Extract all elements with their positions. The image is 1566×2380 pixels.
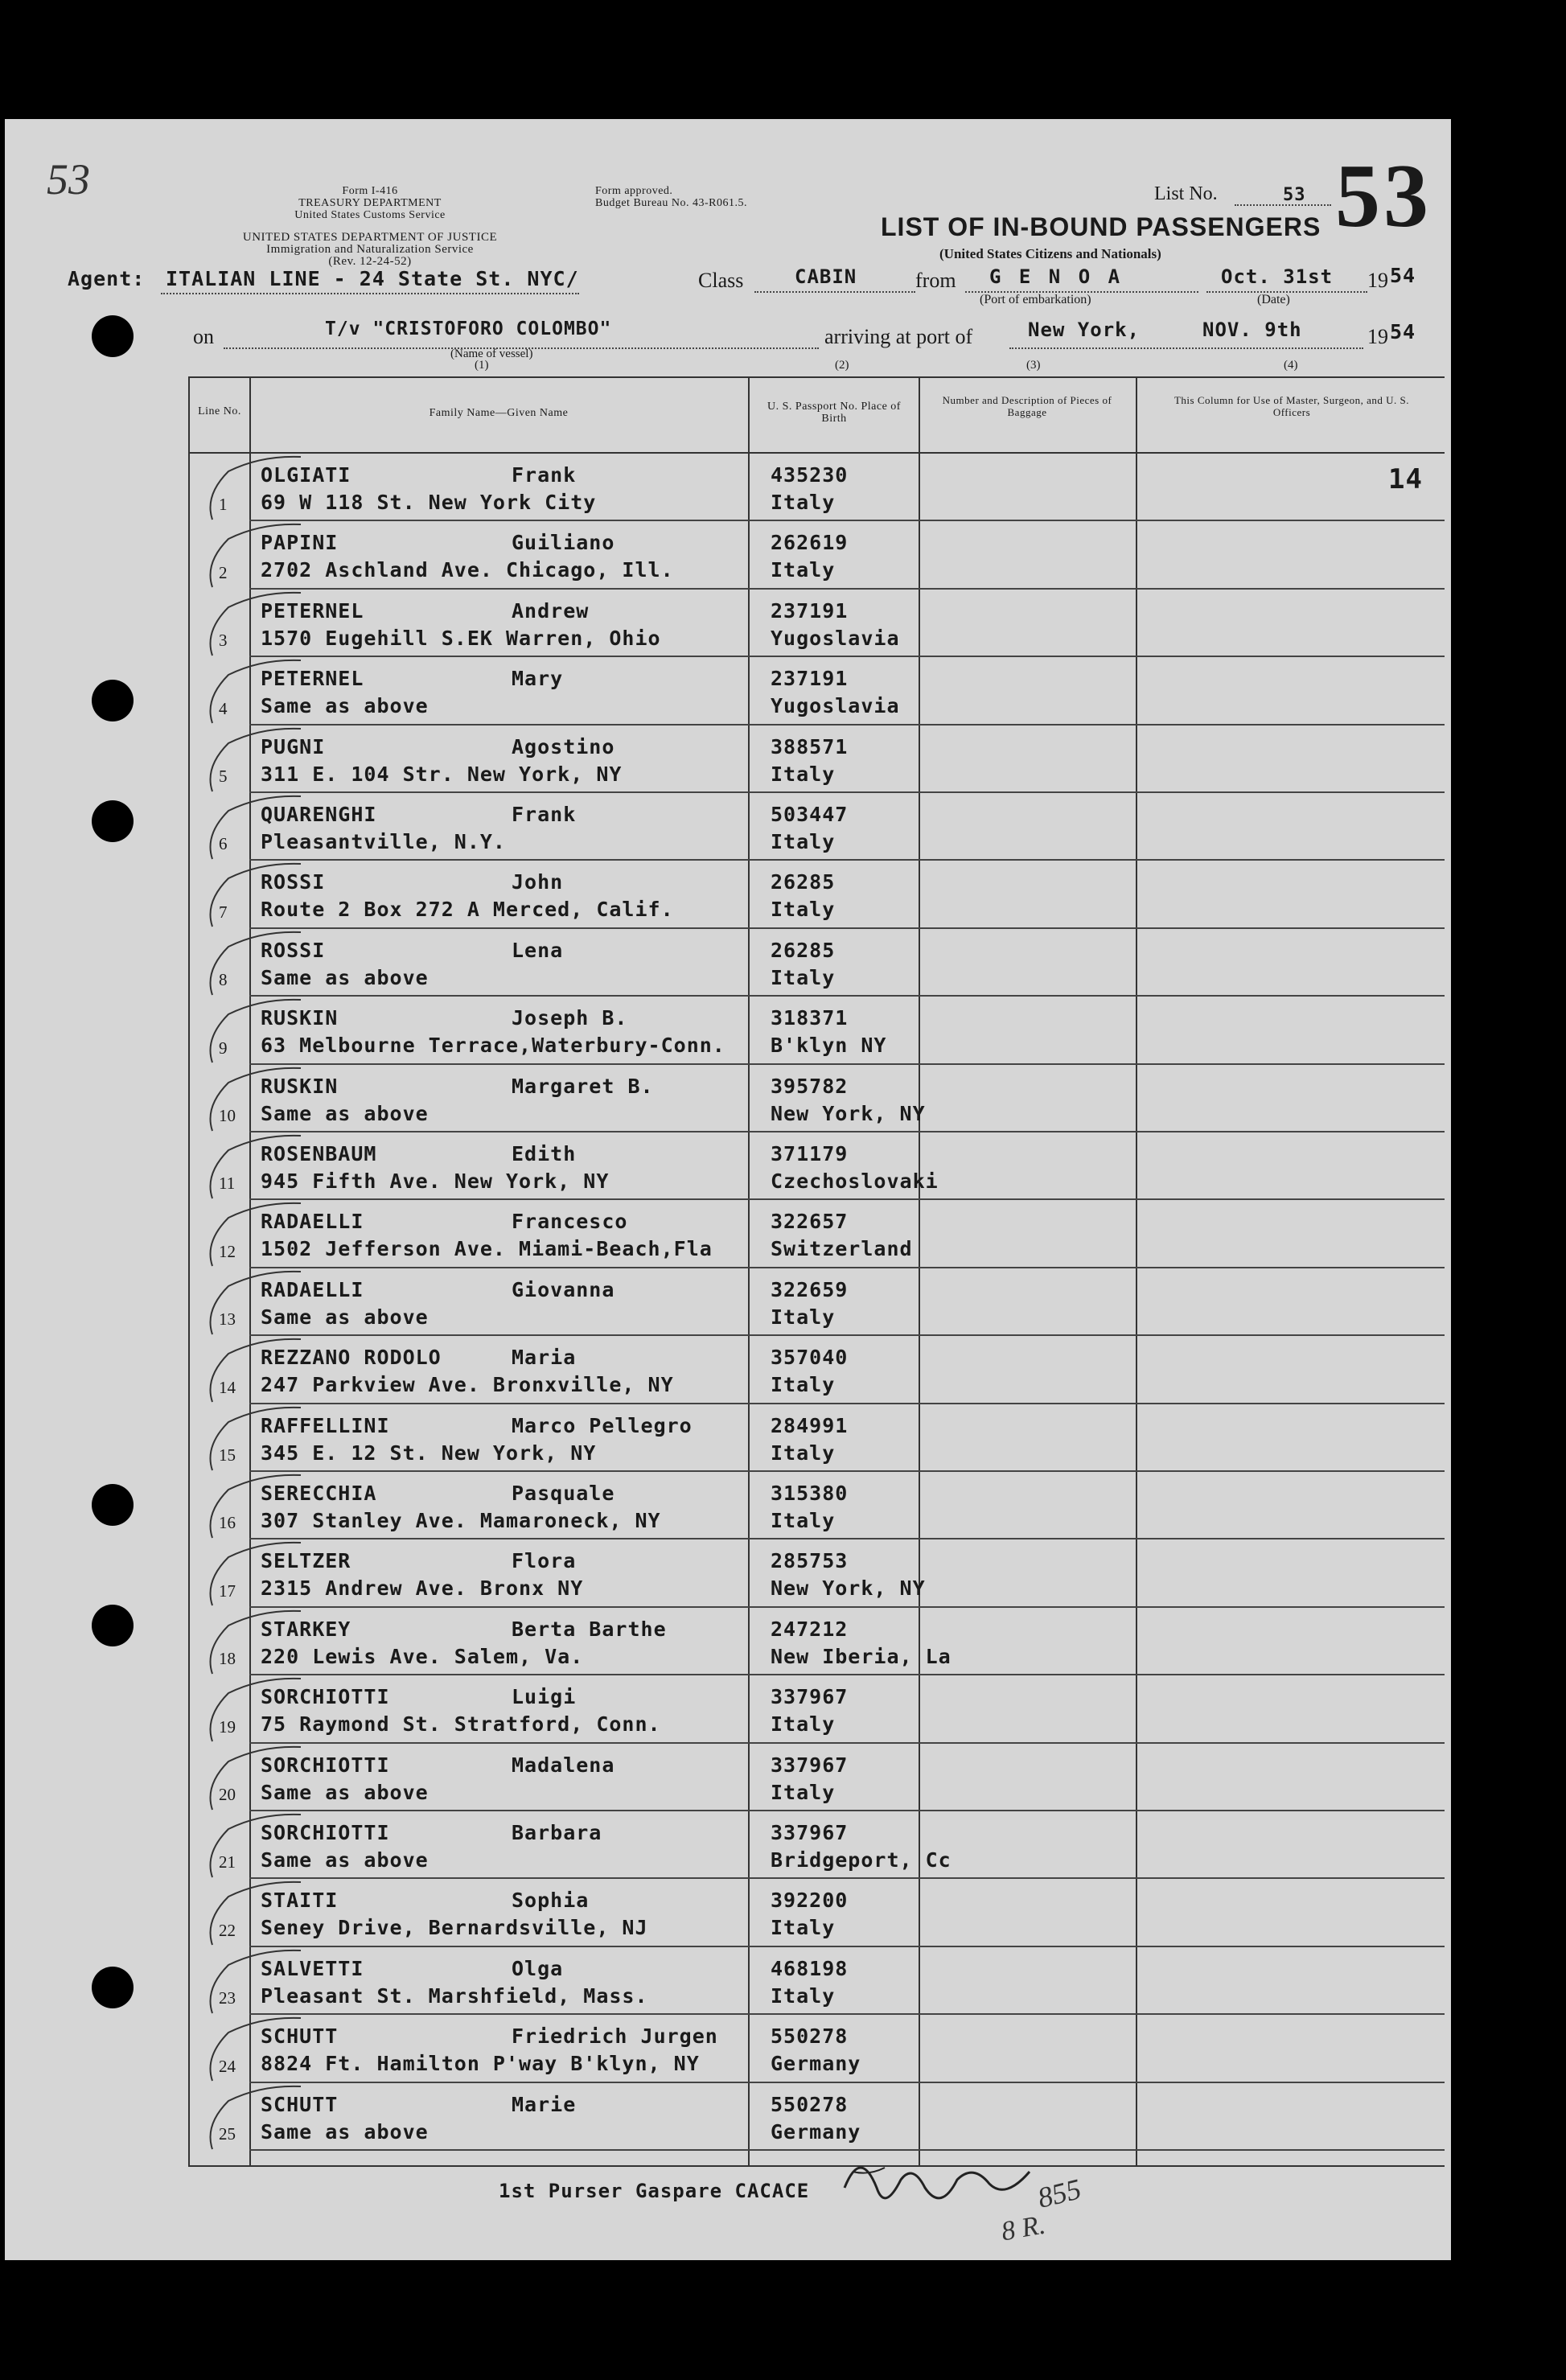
line-number: 12 bbox=[219, 1241, 236, 1261]
passport-number: 315380 bbox=[771, 1482, 849, 1505]
passport-number: 285753 bbox=[771, 1549, 849, 1573]
address: Same as above bbox=[261, 1305, 429, 1329]
passport-number: 284991 bbox=[771, 1413, 849, 1437]
punch-hole bbox=[92, 1484, 134, 1526]
passport-number: 392200 bbox=[771, 1889, 849, 1913]
line-number: 17 bbox=[219, 1581, 236, 1601]
line-number: 6 bbox=[219, 834, 228, 854]
family-name: SORCHIOTTI bbox=[261, 1821, 390, 1844]
table-row bbox=[190, 1404, 1445, 1472]
table-row bbox=[190, 2083, 1445, 2151]
justice-dept: UNITED STATES DEPARTMENT OF JUSTICE bbox=[242, 231, 498, 244]
address: 1570 Eugehill S.EK Warren, Ohio bbox=[261, 626, 661, 650]
line-number: 8 bbox=[219, 970, 228, 990]
corner-handwritten-mark: 53 bbox=[47, 155, 90, 203]
table-row bbox=[190, 1065, 1445, 1132]
table-row bbox=[190, 1744, 1445, 1811]
family-name: REZZANO RODOLO bbox=[261, 1346, 442, 1370]
family-name: PUGNI bbox=[261, 734, 326, 758]
passport-number: 262619 bbox=[771, 531, 849, 555]
address: Same as above bbox=[261, 694, 429, 718]
given-name: Barbara bbox=[512, 1821, 602, 1844]
table-row bbox=[190, 726, 1445, 793]
customs-service: United States Customs Service bbox=[294, 209, 446, 221]
line-number: 23 bbox=[219, 1988, 236, 2008]
given-name: Francesco bbox=[512, 1210, 628, 1234]
address: 311 E. 104 Str. New York, NY bbox=[261, 762, 623, 786]
table-row bbox=[190, 657, 1445, 725]
address: 2315 Andrew Ave. Bronx NY bbox=[261, 1576, 584, 1601]
place-of-birth: Italy bbox=[771, 965, 836, 989]
class-value: CABIN bbox=[795, 265, 857, 288]
address: Same as above bbox=[261, 1101, 429, 1125]
revision: (Rev. 12-24-52) bbox=[328, 255, 412, 268]
check-mark bbox=[180, 2069, 341, 2157]
given-name: Luigi bbox=[512, 1685, 577, 1709]
place-of-birth: Yugoslavia bbox=[771, 626, 900, 650]
passport-number: 337967 bbox=[771, 1753, 849, 1777]
treasury-dept: TREASURY DEPARTMENT bbox=[298, 197, 442, 209]
line-number: 4 bbox=[219, 698, 228, 718]
col-num-4: (4) bbox=[1284, 359, 1298, 372]
address: 220 Lewis Ave. Salem, Va. bbox=[261, 1644, 584, 1668]
address: Same as above bbox=[261, 1848, 429, 1872]
on-label: on bbox=[193, 325, 214, 348]
given-name: Marco Pellegro bbox=[512, 1413, 693, 1437]
table-row bbox=[190, 997, 1445, 1064]
justice-block bbox=[181, 232, 559, 268]
family-name: PETERNEL bbox=[261, 598, 364, 623]
table-row bbox=[190, 1472, 1445, 1539]
line-number: 21 bbox=[219, 1852, 236, 1872]
place-of-birth: Italy bbox=[771, 1509, 836, 1532]
given-name: Friedrich Jurgen bbox=[512, 2024, 718, 2049]
col-num-3: (3) bbox=[1026, 359, 1041, 372]
line-number: 18 bbox=[219, 1649, 236, 1669]
header-passport: U. S. Passport No. Place of Birth bbox=[767, 401, 901, 425]
family-name: PAPINI bbox=[261, 531, 339, 555]
table-row bbox=[190, 1811, 1445, 1879]
given-name: Giovanna bbox=[512, 1277, 615, 1301]
vessel-note: (Name of vessel) bbox=[450, 347, 533, 360]
passport-number: 337967 bbox=[771, 1685, 849, 1709]
address: Pleasant St. Marshfield, Mass. bbox=[261, 1983, 648, 2008]
port-note: (Port of embarkation) bbox=[980, 293, 1091, 306]
place-of-birth: Italy bbox=[771, 558, 836, 582]
address: Same as above bbox=[261, 1780, 429, 1804]
table-row bbox=[190, 929, 1445, 997]
header-line-no: Line No. bbox=[198, 405, 241, 417]
family-name: ROSSI bbox=[261, 870, 326, 894]
place-of-birth: Italy bbox=[771, 830, 836, 853]
address: 307 Stanley Ave. Mamaroneck, NY bbox=[261, 1509, 661, 1532]
budget-bureau: Budget Bureau No. 43-R061.5. bbox=[595, 197, 747, 209]
passport-number: 322657 bbox=[771, 1210, 849, 1234]
family-name: SALVETTI bbox=[261, 1956, 364, 1980]
family-name: QUARENGHI bbox=[261, 803, 377, 826]
table-row bbox=[190, 1608, 1445, 1675]
address: Same as above bbox=[261, 965, 429, 989]
table-row bbox=[190, 793, 1445, 861]
punch-hole bbox=[92, 315, 134, 357]
passport-number: 468198 bbox=[771, 1956, 849, 1980]
col-num-1: (1) bbox=[475, 359, 489, 372]
list-no-value: 53 bbox=[1283, 185, 1306, 205]
place-of-birth: Italy bbox=[771, 1441, 836, 1465]
passport-number: 322659 bbox=[771, 1277, 849, 1301]
form-number: Form I-416 bbox=[342, 185, 398, 197]
place-of-birth: Bridgeport, Cc bbox=[771, 1848, 952, 1872]
place-of-birth: New York, NY bbox=[771, 1101, 926, 1125]
passport-number: 337967 bbox=[771, 1821, 849, 1844]
given-name: Pasquale bbox=[512, 1482, 615, 1505]
line-number: 20 bbox=[219, 1784, 236, 1804]
arriving-label: arriving at port of bbox=[824, 325, 973, 348]
family-name: STARKEY bbox=[261, 1617, 351, 1641]
table-row bbox=[190, 1336, 1445, 1404]
line-number: 22 bbox=[219, 1920, 236, 1940]
year-prefix-2: 19 bbox=[1367, 325, 1388, 348]
given-name: Mary bbox=[512, 667, 564, 691]
line-number: 15 bbox=[219, 1445, 236, 1465]
passport-number: 550278 bbox=[771, 2024, 849, 2049]
line-number: 10 bbox=[219, 1105, 236, 1125]
address: Same as above bbox=[261, 2119, 429, 2144]
given-name: Frank bbox=[512, 463, 577, 487]
passport-number: 237191 bbox=[771, 598, 849, 623]
given-name: Olga bbox=[512, 1956, 564, 1980]
punch-hole bbox=[92, 1967, 134, 2008]
passport-number: 503447 bbox=[771, 803, 849, 826]
passport-number: 247212 bbox=[771, 1617, 849, 1641]
document-title: LIST OF IN-BOUND PASSENGERS bbox=[881, 212, 1321, 241]
list-no-label: List No. bbox=[1154, 183, 1218, 204]
given-name: Flora bbox=[512, 1549, 577, 1573]
arrival-date: NOV. 9th bbox=[1202, 319, 1302, 341]
passport-number: 395782 bbox=[771, 1074, 849, 1098]
given-name: John bbox=[512, 870, 564, 894]
place-of-birth: B'klyn NY bbox=[771, 1034, 887, 1058]
officer-count: 14 bbox=[1388, 463, 1423, 495]
table-row bbox=[190, 521, 1445, 589]
address: 63 Melbourne Terrace,Waterbury-Conn. bbox=[261, 1034, 725, 1058]
agent-label: Agent: bbox=[68, 267, 146, 290]
col-num-2: (2) bbox=[835, 359, 849, 372]
form-approved: Form approved. bbox=[595, 185, 673, 197]
form-authority-block bbox=[241, 185, 499, 221]
handwritten-note: 855 bbox=[1034, 2172, 1085, 2214]
passport-number: 388571 bbox=[771, 734, 849, 758]
given-name: Lena bbox=[512, 938, 564, 962]
family-name: SCHUTT bbox=[261, 2024, 339, 2049]
line-number: 13 bbox=[219, 1309, 236, 1330]
line-number: 7 bbox=[219, 902, 228, 922]
line-number: 9 bbox=[219, 1038, 228, 1058]
given-name: Madalena bbox=[512, 1753, 615, 1777]
family-name: RUSKIN bbox=[261, 1006, 339, 1030]
address: 247 Parkview Ave. Bronxville, NY bbox=[261, 1373, 674, 1397]
year-prefix: 19 bbox=[1367, 269, 1388, 292]
address: 345 E. 12 St. New York, NY bbox=[261, 1441, 597, 1465]
handwritten-note-2: 8 R. bbox=[999, 2209, 1048, 2247]
place-of-birth: Italy bbox=[771, 762, 836, 786]
passport-number: 26285 bbox=[771, 870, 836, 894]
punch-hole bbox=[92, 680, 134, 721]
passport-number: 550278 bbox=[771, 2092, 849, 2116]
address: Pleasantville, N.Y. bbox=[261, 830, 506, 853]
passport-number: 237191 bbox=[771, 667, 849, 691]
given-name: Agostino bbox=[512, 734, 615, 758]
place-of-birth: Czechoslovaki bbox=[771, 1169, 939, 1193]
line-number: 16 bbox=[219, 1513, 236, 1533]
address: 1502 Jefferson Ave. Miami-Beach,Fla bbox=[261, 1237, 713, 1261]
vessel-name: T/v "CRISTOFORO COLOMBO" bbox=[325, 319, 612, 339]
family-name: SELTZER bbox=[261, 1549, 351, 1573]
family-name: SORCHIOTTI bbox=[261, 1685, 390, 1709]
punch-hole bbox=[92, 800, 134, 842]
from-label: from bbox=[915, 269, 956, 292]
departure-date: Oct. 31st bbox=[1221, 265, 1334, 288]
family-name: ROSENBAUM bbox=[261, 1142, 377, 1165]
place-of-birth: Yugoslavia bbox=[771, 694, 900, 718]
given-name: Joseph B. bbox=[512, 1006, 628, 1030]
header-officers: This Column for Use of Master, Surgeon, and U. S. Officers bbox=[1173, 394, 1410, 418]
given-name: Edith bbox=[512, 1142, 577, 1165]
given-name: Maria bbox=[512, 1346, 577, 1370]
address: 2702 Aschland Ave. Chicago, Ill. bbox=[261, 558, 674, 582]
place-of-birth: Italy bbox=[771, 898, 836, 922]
place-of-birth: Italy bbox=[771, 1983, 836, 2008]
table-row bbox=[190, 1947, 1445, 2015]
line-number: 25 bbox=[219, 2123, 236, 2144]
table-row bbox=[190, 861, 1445, 928]
embarkation-port: G E N O A bbox=[989, 265, 1124, 288]
table-row bbox=[190, 1879, 1445, 1946]
agent-value: ITALIAN LINE - 24 State St. NYC/ bbox=[166, 267, 579, 290]
year-suffix-2: 54 bbox=[1390, 320, 1416, 343]
place-of-birth: Italy bbox=[771, 1780, 836, 1804]
passport-number: 318371 bbox=[771, 1006, 849, 1030]
document-subtitle: (United States Citizens and Nationals) bbox=[939, 246, 1161, 261]
table-row bbox=[190, 1132, 1445, 1200]
line-number: 2 bbox=[219, 562, 228, 582]
class-label: Class bbox=[698, 269, 744, 292]
line-number: 24 bbox=[219, 2056, 236, 2076]
place-of-birth: Switzerland bbox=[771, 1237, 913, 1261]
given-name: Frank bbox=[512, 803, 577, 826]
passport-number: 357040 bbox=[771, 1346, 849, 1370]
place-of-birth: Germany bbox=[771, 2052, 861, 2076]
ins-service: Immigration and Naturalization Service bbox=[266, 243, 474, 256]
table-row bbox=[190, 1539, 1445, 1607]
arrival-port: New York, bbox=[1028, 319, 1141, 341]
family-name: RADAELLI bbox=[261, 1210, 364, 1234]
address: Route 2 Box 272 A Merced, Calif. bbox=[261, 898, 674, 922]
table-row bbox=[190, 1200, 1445, 1268]
table-row bbox=[190, 1268, 1445, 1336]
line-number: 14 bbox=[219, 1377, 236, 1397]
punch-hole bbox=[92, 1605, 134, 1646]
address: 945 Fifth Ave. New York, NY bbox=[261, 1169, 610, 1193]
place-of-birth: Italy bbox=[771, 1305, 836, 1329]
place-of-birth: Italy bbox=[771, 1916, 836, 1940]
family-name: PETERNEL bbox=[261, 667, 364, 691]
place-of-birth: Italy bbox=[771, 1373, 836, 1397]
passport-number: 435230 bbox=[771, 463, 849, 487]
address: 75 Raymond St. Stratford, Conn. bbox=[261, 1712, 661, 1737]
family-name: SCHUTT bbox=[261, 2092, 339, 2116]
given-name: Berta Barthe bbox=[512, 1617, 667, 1641]
line-number: 3 bbox=[219, 631, 228, 651]
family-name: ROSSI bbox=[261, 938, 326, 962]
date-note: (Date) bbox=[1257, 293, 1290, 306]
address: Seney Drive, Bernardsville, NJ bbox=[261, 1916, 648, 1940]
table-row bbox=[190, 2015, 1445, 2082]
address: 69 W 118 St. New York City bbox=[261, 491, 597, 514]
line-number: 19 bbox=[219, 1716, 236, 1737]
header-baggage: Number and Description of Pieces of Baggage bbox=[942, 394, 1112, 418]
table-row bbox=[190, 454, 1445, 521]
big-list-number: 53 bbox=[1335, 146, 1432, 246]
passport-number: 26285 bbox=[771, 938, 836, 962]
family-name: STAITI bbox=[261, 1889, 339, 1913]
given-name: Margaret B. bbox=[512, 1074, 654, 1098]
address: 8824 Ft. Hamilton P'way B'klyn, NY bbox=[261, 2052, 700, 2076]
family-name: RUSKIN bbox=[261, 1074, 339, 1098]
table-row bbox=[190, 590, 1445, 657]
place-of-birth: Italy bbox=[771, 1712, 836, 1737]
header-name: Family Name—Given Name bbox=[429, 407, 569, 419]
table-row bbox=[190, 1675, 1445, 1743]
family-name: RAFFELLINI bbox=[261, 1413, 390, 1437]
family-name: SERECCHIA bbox=[261, 1482, 377, 1505]
given-name: Marie bbox=[512, 2092, 577, 2116]
place-of-birth: New Iberia, La bbox=[771, 1644, 952, 1668]
family-name: SORCHIOTTI bbox=[261, 1753, 390, 1777]
given-name: Sophia bbox=[512, 1889, 590, 1913]
line-number: 1 bbox=[219, 495, 228, 515]
family-name: OLGIATI bbox=[261, 463, 351, 487]
budget-block bbox=[595, 185, 747, 209]
passport-number: 371179 bbox=[771, 1142, 849, 1165]
place-of-birth: Germany bbox=[771, 2119, 861, 2144]
purser-line: 1st Purser Gaspare CACACE bbox=[499, 2180, 810, 2202]
place-of-birth: New York, NY bbox=[771, 1576, 926, 1601]
given-name: Andrew bbox=[512, 598, 590, 623]
year-suffix: 54 bbox=[1390, 264, 1416, 287]
given-name: Guiliano bbox=[512, 531, 615, 555]
passenger-table bbox=[188, 376, 1445, 2167]
place-of-birth: Italy bbox=[771, 491, 836, 514]
line-number: 11 bbox=[219, 1174, 236, 1194]
family-name: RADAELLI bbox=[261, 1277, 364, 1301]
line-number: 5 bbox=[219, 766, 228, 786]
